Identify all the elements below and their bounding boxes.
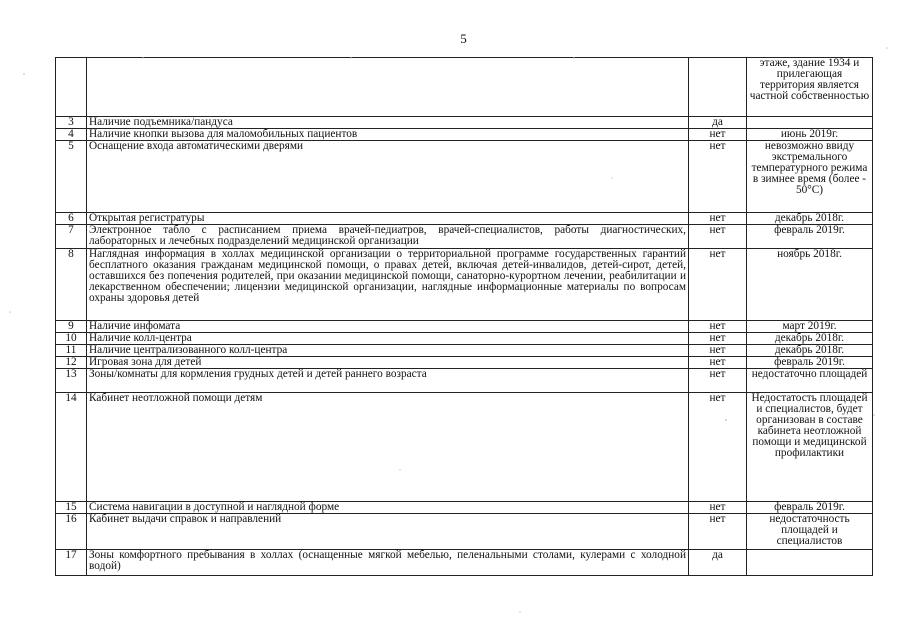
table-row <box>56 117 873 129</box>
row-number: 17 <box>56 550 87 576</box>
row-status: нет <box>689 502 747 514</box>
table-row <box>56 249 873 321</box>
row-deadline: декабрь 2018г. <box>747 213 873 225</box>
row-deadline: февраль 2019г. <box>747 357 873 369</box>
row-name: Электронное табло с расписанием приема врачей-педиатров, врачей-специалистов, работы диагностических, лабораторных и лечебных подразделений медицинской организации <box>87 225 689 249</box>
table-row <box>56 225 873 249</box>
row-name: Открытая регистратуры <box>87 213 689 225</box>
row-status: нет <box>689 141 747 213</box>
row-number: 11 <box>56 345 87 357</box>
row-status: нет <box>689 357 747 369</box>
measures-table <box>55 57 873 576</box>
table-row <box>56 213 873 225</box>
table-row <box>56 129 873 141</box>
row-deadline: февраль 2019г. <box>747 502 873 514</box>
row-name: Наличие колл-центра <box>87 333 689 345</box>
table-row <box>56 502 873 514</box>
table-row <box>56 333 873 345</box>
table-row <box>56 357 873 369</box>
row-name: Оснащение входа автоматическими дверями <box>87 141 689 213</box>
row-deadline: невозможно ввиду экстремального температурного режима в зимнее время (более - 50°С) <box>747 141 873 213</box>
row-status: нет <box>689 213 747 225</box>
row-number: 14 <box>56 393 87 502</box>
row-number: 5 <box>56 141 87 213</box>
row-deadline: этаже, здание 1934 и прилегающая территория является частной собственностью <box>747 58 873 117</box>
row-status: нет <box>689 225 747 249</box>
row-deadline: ноябрь 2018г. <box>747 249 873 321</box>
row-status: нет <box>689 321 747 333</box>
row-name: Наглядная информация в холлах медицинской организации о территориальной программе государственных гарантий бесплатного оказания гражданам медицинской помощи, о правах детей, включая детей-инвалидов, детей-сирот, детей, оставшихся без попечения родителей, при оказании медицинской помощи, санаторно-курортном лечении, реабилитации и лекарственном обеспечении; лицензии медицинской организации, наглядные информационные материалы по вопросам охраны здоровья детей <box>87 249 689 321</box>
row-number: 10 <box>56 333 87 345</box>
row-deadline: декабрь 2018г. <box>747 333 873 345</box>
row-name: Система навигации в доступной и наглядной форме <box>87 502 689 514</box>
row-deadline: март 2019г. <box>747 321 873 333</box>
row-number: 13 <box>56 369 87 393</box>
row-deadline: июнь 2019г. <box>747 129 873 141</box>
row-name: Наличие кнопки вызова для маломобильных пациентов <box>87 129 689 141</box>
row-number: 4 <box>56 129 87 141</box>
table-row-continuation <box>56 58 873 117</box>
row-deadline <box>747 550 873 576</box>
row-number: 7 <box>56 225 87 249</box>
table-row <box>56 141 873 213</box>
table-row <box>56 321 873 333</box>
row-name <box>87 58 689 117</box>
row-status: нет <box>689 129 747 141</box>
row-status: да <box>689 117 747 129</box>
table-row <box>56 369 873 393</box>
row-number: 12 <box>56 357 87 369</box>
table-row <box>56 393 873 502</box>
row-deadline: Недостатость площадей и специалистов, будет организован в составе кабинета неотложной помощи и медицинской профилактики <box>747 393 873 502</box>
row-name: Игровая зона для детей <box>87 357 689 369</box>
table-row <box>56 514 873 550</box>
table-row <box>56 550 873 576</box>
row-status: да <box>689 550 747 576</box>
row-status: нет <box>689 393 747 502</box>
row-status: нет <box>689 249 747 321</box>
row-number <box>56 58 87 117</box>
row-deadline: февраль 2019г. <box>747 225 873 249</box>
row-number: 8 <box>56 249 87 321</box>
row-status: нет <box>689 333 747 345</box>
row-name: Наличие централизованного колл-центра <box>87 345 689 357</box>
row-deadline: недостаточно площадей <box>747 369 873 393</box>
row-name: Наличие подъемника/пандуса <box>87 117 689 129</box>
row-status: нет <box>689 514 747 550</box>
row-name: Зоны/комнаты для кормления грудных детей и детей раннего возраста <box>87 369 689 393</box>
row-status: нет <box>689 345 747 357</box>
row-name: Наличие инфомата <box>87 321 689 333</box>
row-number: 6 <box>56 213 87 225</box>
page-number: 5 <box>460 31 467 46</box>
row-number: 15 <box>56 502 87 514</box>
row-deadline <box>747 117 873 129</box>
row-status <box>689 58 747 117</box>
row-name: Зоны комфортного пребывания в холлах (оснащенные мягкой мебелью, пеленальными столами, кулерами с холодной водой) <box>87 550 689 576</box>
row-number: 16 <box>56 514 87 550</box>
row-status: нет <box>689 369 747 393</box>
row-deadline: декабрь 2018г. <box>747 345 873 357</box>
table-row <box>56 345 873 357</box>
row-number: 9 <box>56 321 87 333</box>
row-deadline: недостаточность площадей и специалистов <box>747 514 873 550</box>
row-name: Кабинет неотложной помощи детям <box>87 393 689 502</box>
row-name: Кабинет выдачи справок и направлений <box>87 514 689 550</box>
row-number: 3 <box>56 117 87 129</box>
